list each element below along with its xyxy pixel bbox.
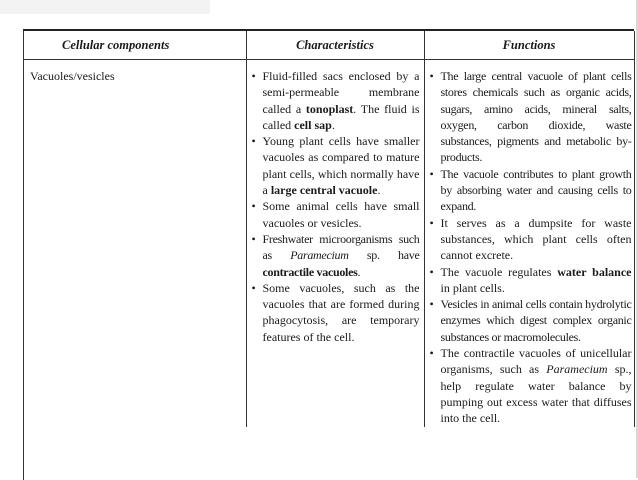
text: The large central vacuole of plant cells stores chemicals such as organic acids, sugars, amino acids, mineral salts, oxygen, carbon dioxide, waste substances, pigments and metabolic by-products.	[440, 69, 632, 165]
function-item	[429, 166, 632, 215]
characteristics-cell	[246, 60, 424, 427]
species-name: Paramecium	[290, 248, 349, 263]
functions-cell	[424, 60, 634, 427]
text: The vacuole regulates	[440, 264, 558, 279]
text: sp. have	[348, 248, 420, 263]
functions-list	[429, 68, 632, 427]
term-contractile-vacuoles: contractile vacuoles	[262, 264, 358, 279]
table-header-row	[24, 31, 634, 60]
text: The contractile vacuoles of unicellular organisms, such as	[440, 346, 632, 377]
text: .	[331, 117, 335, 132]
header-components: Cellular components	[24, 31, 246, 60]
vacuole-table	[23, 29, 634, 480]
text: Young plant cells have smaller vacuoles as compared to mature plant cells, which normally have a	[262, 134, 420, 198]
text: Fluid-filled sacs enclosed by a semi-permeable membrane called a	[262, 69, 420, 116]
text: . The fluid is called	[262, 101, 420, 132]
term-cell-sap: cell sap	[294, 117, 332, 132]
text: .	[377, 183, 381, 198]
text: .	[357, 264, 361, 279]
term-large-central-vacuole: large central vacuole	[270, 183, 378, 198]
function-item	[429, 68, 632, 166]
text: in plant cells.	[440, 280, 505, 295]
characteristic-item	[251, 231, 420, 280]
function-item	[429, 264, 632, 297]
characteristic-item	[251, 68, 420, 133]
characteristic-item	[251, 133, 420, 198]
header-functions: Functions	[424, 31, 634, 60]
function-item	[429, 215, 632, 264]
text: Vesicles in animal cells contain hydrolytic enzymes which digest complex organic substances or macromolecules.	[440, 297, 632, 344]
characteristics-list	[251, 68, 420, 345]
term-tonoplast: tonoplast	[305, 101, 354, 116]
function-item	[429, 345, 632, 426]
text: Some animal cells have small vacuoles or vesicles.	[262, 199, 420, 230]
text: The vacuole contributes to plant growth by absorbing water and causing cells to expand.	[440, 166, 632, 214]
text: Freshwater microorganisms such as	[262, 231, 420, 263]
header-characteristics: Characteristics	[246, 31, 424, 60]
text: It serves as a dumpsite for waste substances, which plant cells often cannot excrete.	[440, 215, 632, 263]
text: Some vacuoles, such as the vacuoles that are formed during phagocytosis, are temporary features of the cell.	[262, 280, 420, 344]
table	[24, 31, 635, 427]
characteristic-item	[251, 280, 420, 345]
top-strip	[0, 0, 210, 14]
text: sp., help regulate water balance by pumping out excess water that diffuses into the cell.	[440, 362, 632, 426]
component-name: Vacuoles/vesicles	[30, 69, 115, 83]
characteristic-item	[251, 198, 420, 231]
component-cell	[24, 60, 246, 427]
species-name: Paramecium	[546, 362, 608, 377]
function-item	[429, 296, 632, 345]
table-row	[24, 60, 634, 427]
term-water-balance: water balance	[557, 264, 632, 279]
